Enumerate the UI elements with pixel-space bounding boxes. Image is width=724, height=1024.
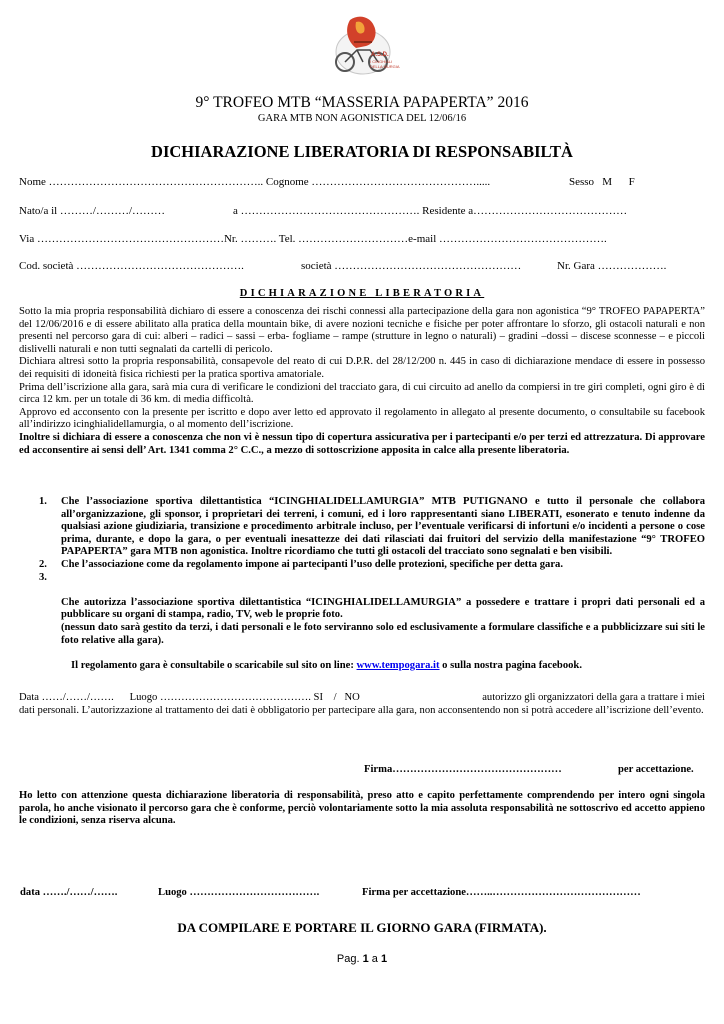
society-code-field[interactable]: Cod. società ………………………………………. — [19, 260, 244, 272]
name-surname-field[interactable]: Nome ………………………………………………….. Cognome ………………………………………..... — [19, 176, 491, 188]
tempogara-link[interactable]: www.tempogara.it — [356, 659, 440, 671]
address-phone-email-field[interactable]: Via ……………………………………………Nr. ………. Tel. …………………………e-mail ………………………………………. — [19, 233, 607, 245]
page-footer: Pag. 1 a 1 — [336, 953, 388, 965]
declaration-text — [19, 306, 705, 457]
svg-text:A.S.D.: A.S.D. — [371, 52, 389, 58]
paragraph-5: Inoltre si dichiara di essere a conoscenza che non vi è nessun tipo di copertura assicurativa per i partecipanti e/o per terzi ed attrezzatura. Di approvare ed acconsentire ai sensi dell’ Art. 1341 comma 2° C.C., a mezzo di sottoscrizione apposita in calce alla presente liberatoria. — [19, 431, 705, 456]
bottom-place-field[interactable]: Luogo ………………………………. — [158, 887, 320, 898]
section-title: DICHIARAZIONE LIBERATORIA — [239, 288, 485, 299]
document-title: DICHIARAZIONE LIBERATORIA DI RESPONSABILTÀ — [151, 142, 573, 161]
event-title: 9° TROFEO MTB “MASSERIA PAPAPERTA” 2016 — [195, 94, 529, 111]
acceptance-label: per accettazione. — [618, 764, 694, 775]
consent-text: dati personali. L’autorizzazione al trattamento dei dati è obbligatorio per partecipare alla gara, non acconsentendo non si potrà accedere all’iscrizione dell’evento. — [19, 705, 704, 716]
consent-block: Data ……/……/……. Luogo ……………………………………. SI / NO autorizzo gli organizzatori della gara a trattare i miei dati personali. L’autorizzazione al trattamento dei dati è obbligatorio per partecipare alla gara, non acconsentendo non si potrà accedere all’iscrizione dell’evento. — [19, 692, 705, 716]
svg-text:I CINGHIALI: I CINGHIALI — [370, 59, 393, 64]
birth-date-field[interactable]: Nato/a il ………/………/……… — [19, 205, 166, 217]
list-item: 2. Che l’associazione come da regolamento impone ai partecipanti l’uso delle protezioni, specifiche per detta gara. — [39, 558, 563, 570]
svg-text:DELLA MURGIA: DELLA MURGIA — [370, 64, 400, 69]
paragraph-4: Approvo ed acconsento con la presente per iscritto e dopo aver letto ed approvato il regolamento in allegato al presente documento, o consultabile su facebook all’indirizzo icinghialidellamurgia, o al momento dell’iscrizione. — [19, 406, 705, 431]
event-subtitle: GARA MTB NON AGONISTICA DEL 12/06/16 — [257, 113, 467, 124]
list-item: 3. Che autorizza l’associazione sportiva dilettantistica “ICINGHIALIDELLAMURGIA” a possedere e trattare i propri dati personali ed a pubblicare su organi di stampa, radio, TV, web le proprie foto. (nessun dato sarà gestito da terzi, i dati personali e le foto serviranno solo ed esclusivamente a formulare classifiche e a pubblicizzare sui siti le foto relative alla gara). — [39, 571, 705, 646]
race-number-field[interactable]: Nr. Gara ………………. — [557, 260, 667, 272]
regolamento-line: Il regolamento gara è consultabile o scaricabile sul sito on line: www.tempogara.it o sulla nostra pagina facebook. — [71, 659, 582, 671]
list-item: 1. Che l’associazione sportiva dilettantistica “ICINGHIALIDELLAMURGIA” MTB PUTIGNANO e tutto il personale che collabora all’organizzazione, gli sponsor, i proprietari dei terreni, i comuni, ed i loro rappresentanti siano LIBERATI, esonerato e tenuto indenne da qualsiasi azione giudiziaria, transizione e procedimento arbitrale incluso, per l’eventuale verificarsi di infortuni e/o incidenti a persone o cose prima, durante, e dopo la gara, o per eventuali inesattezze dei dati rilasciati dai fruitori del servizio della manifestazione “9° TROFEO PAPAPERTA” gara MTB non agonistica. Inoltre ricordiamo che tutti gli ostacoli del tracciato sono segnalati e ben visibili. — [39, 496, 705, 558]
society-field[interactable]: società …………………………………………… — [301, 260, 522, 272]
bottom-signature-field[interactable]: Firma per accettazione……..…………………………………… — [362, 887, 641, 898]
signature-field[interactable]: Firma………………………………………… — [364, 764, 562, 775]
bottom-date-field[interactable]: data ……./……/……. — [20, 887, 118, 898]
paragraph-3: Prima dell’iscrizione alla gara, sarà mia cura di verificare le condizioni del tracciato gara, di cui circuito ad anello da compiersi in tre giri completi, ogni giro è di circa 12 km. per un totale di 36 km. di media difficoltà. — [19, 381, 705, 406]
consent-date-place-yesno[interactable]: Data ……/……/……. Luogo ……………………………………. SI / NO — [19, 692, 360, 703]
conditions-list — [19, 496, 705, 672]
sex-field[interactable]: Sesso M F — [569, 176, 635, 188]
club-logo — [326, 12, 400, 80]
read-statement: Ho letto con attenzione questa dichiarazione liberatoria di responsabilità, preso atto e capito perfettamente comprendendo per intero ogni singola parola, ho anche visionato il percorso gara che è conforme, perciò volontariamente sotto la mia assoluta responsabilità ne sottoscrivo ed accetto appieno le condizioni, senza riserva alcuna. — [19, 790, 705, 827]
birth-place-residence-field[interactable]: a …………………………………………. Residente a…………………………………… — [233, 205, 628, 217]
final-note: DA COMPILARE E PORTARE IL GIORNO GARA (FIRMATA). — [177, 920, 547, 935]
paragraph-1: Sotto la mia propria responsabilità dichiaro di essere a conoscenza dei rischi connessi alla partecipazione della gara non agonistica “9° TROFEO PAPAPERTA” del 12/06/2016 e di essere abilitato alla pratica della mountain bike, di avere nozioni tecniche e fisiche per poter affrontare lo sforzo, gli ostacoli naturali e non presenti nel percorso gara di cui: alberi – radici – sassi – erba- fogliame – rampe (strutture in legno o naturali) – gradini –dossi – discese sconnesse – e piccoli dislivelli naturali e non tutti segnalati da cartelli di pericolo. — [19, 306, 705, 355]
paragraph-2: Dichiara altresì sotto la propria responsabilità, consapevole del reato di cui D.P.R. del 28/12/200 n. 445 in caso di dichiarazione mendace di essere in possesso dei requisiti di idoneità fisica richiesti per la pratica sportiva amatoriale. — [19, 356, 705, 380]
